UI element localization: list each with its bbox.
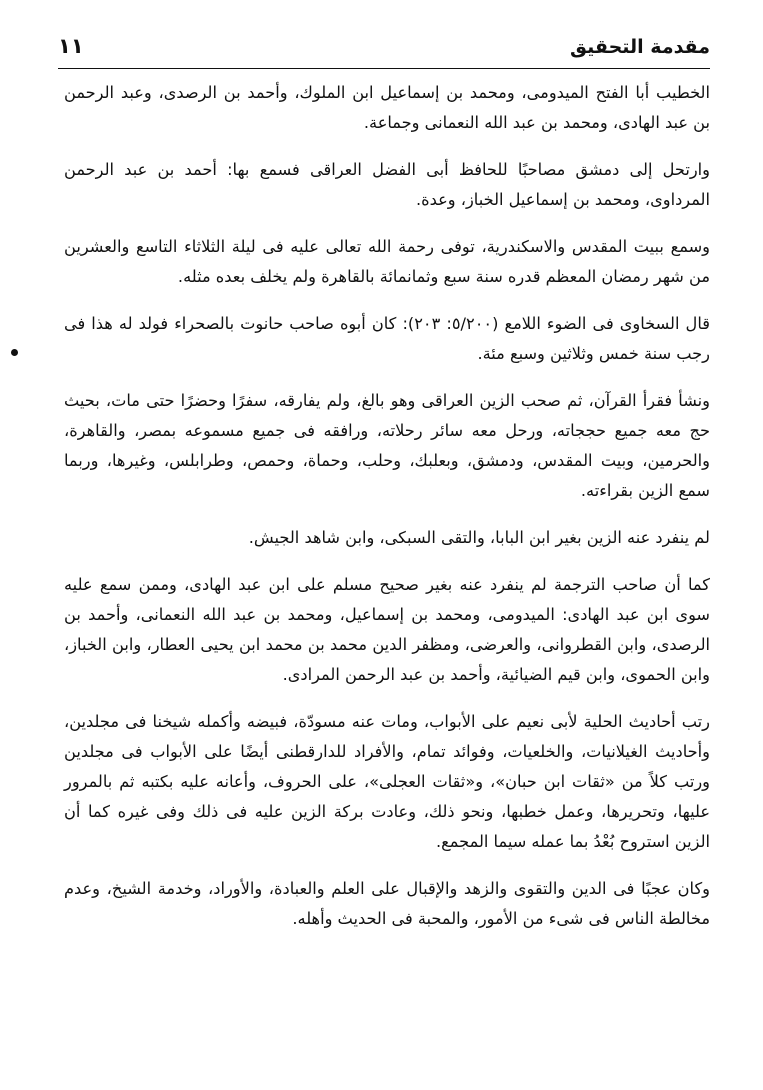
- paragraph-1: الخطيب أبا الفتح الميدومى، ومحمد بن إسماعيل ابن الملوك، وأحمد بن الرصدى، وعبد الرحمن بن عبد الهادى، ومحمد بن عبد الله النعمانى وجماعة.: [64, 83, 710, 132]
- paragraph-7: كما أن صاحب الترجمة لم ينفرد عنه بغير صحيح مسلم على ابن عبد الهادى، وممن سمع عليه سوى ابن عبد الهادى: الميدومى، ومحمد بن إسماعيل، ومحمد بن عبد الله النعمانى، وأحمد بن الرصدى، وابن القطروانى، والعرضى، ومظفر الدين محمد بن محمد ابن يحيى العطار، وابن الخباز، وابن الحموى، وابن قيم الضيائية، وأحمد بن عبد الرحمن المرادى.: [64, 575, 710, 684]
- paragraph-6: لم ينفرد عنه الزين بغير ابن البابا، والتقى السبكى، وابن شاهد الجيش.: [248, 528, 710, 547]
- paragraph-8: رتب أحاديث الحلية لأبى نعيم على الأبواب، ومات عنه مسودّة، فبيضه وأكمله شيخنا فى مجلدين، وأحاديث الغيلانيات، والخلعيات، وفوائد تمام، والأفراد للدارقطنى أيضًا على الأبواب فى مجلدين ورتب كلاً من «ثقات ابن حبان»، و«ثقات العجلى»، على الحروف، وأعانه عليه بكتبه ثم بالمرور عليها، وتحريرها، وعمل خطبها، ونحو ذلك، وعادت بركة الزين عليه فى ذلك وفى غيره كما أن الزين استروح بُعْدُ بما عمله سيما المجمع.: [64, 712, 710, 851]
- margin-dot-icon: [11, 349, 18, 356]
- paragraph-3: وسمع ببيت المقدس والاسكندرية، توفى رحمة الله تعالى عليه فى ليلة الثلاثاء التاسع والعشرين من شهر رمضان المعظم قدره سنة سبع وثمانمائة بالقاهرة ولم يخلف بعده مثله.: [64, 237, 710, 286]
- page-header: [58, 28, 710, 69]
- running-title: مقدمة التحقيق: [570, 36, 710, 58]
- paragraph-9: وكان عجبًا فى الدين والتقوى والزهد والإقبال على العلم والعبادة، والأوراد، وخدمة الشيخ، وعدم مخالطة الناس فى شىء من الأمور، والمحبة فى الحديث وأهله.: [64, 879, 710, 928]
- paragraph-5: ونشأ فقرأ القرآن، ثم صحب الزين العراقى وهو بالغ، ولم يفارقه، سفرًا وحضرًا حتى مات، بحيث حج معه جميع حججاته، ورحل معه سائر رحلاته، ورافقه فى جميع مسموعه بمصر، والقاهرة، والحرمين، وبيت المقدس، ودمشق، وبعلبك، وحلب، وحماة، وحمص، وطرابلس، وغيرها، وربما سمع الزين بقراءته.: [64, 391, 710, 500]
- page-body: [64, 78, 710, 951]
- page-number: ١١: [58, 34, 84, 58]
- paragraph-2: وارتحل إلى دمشق مصاحبًا للحافظ أبى الفضل العراقى فسمع بها: أحمد بن عبد الرحمن المرداوى، ومحمد بن إسماعيل الخباز، وعدة.: [64, 160, 710, 209]
- paragraph-4: قال السخاوى فى الضوء اللامع (٥/٢٠٠: ٢٠٣): كان أبوه صاحب حانوت بالصحراء فولد له هذا فى رجب سنة خمس وثلاثين وسبع مئة.: [64, 314, 710, 363]
